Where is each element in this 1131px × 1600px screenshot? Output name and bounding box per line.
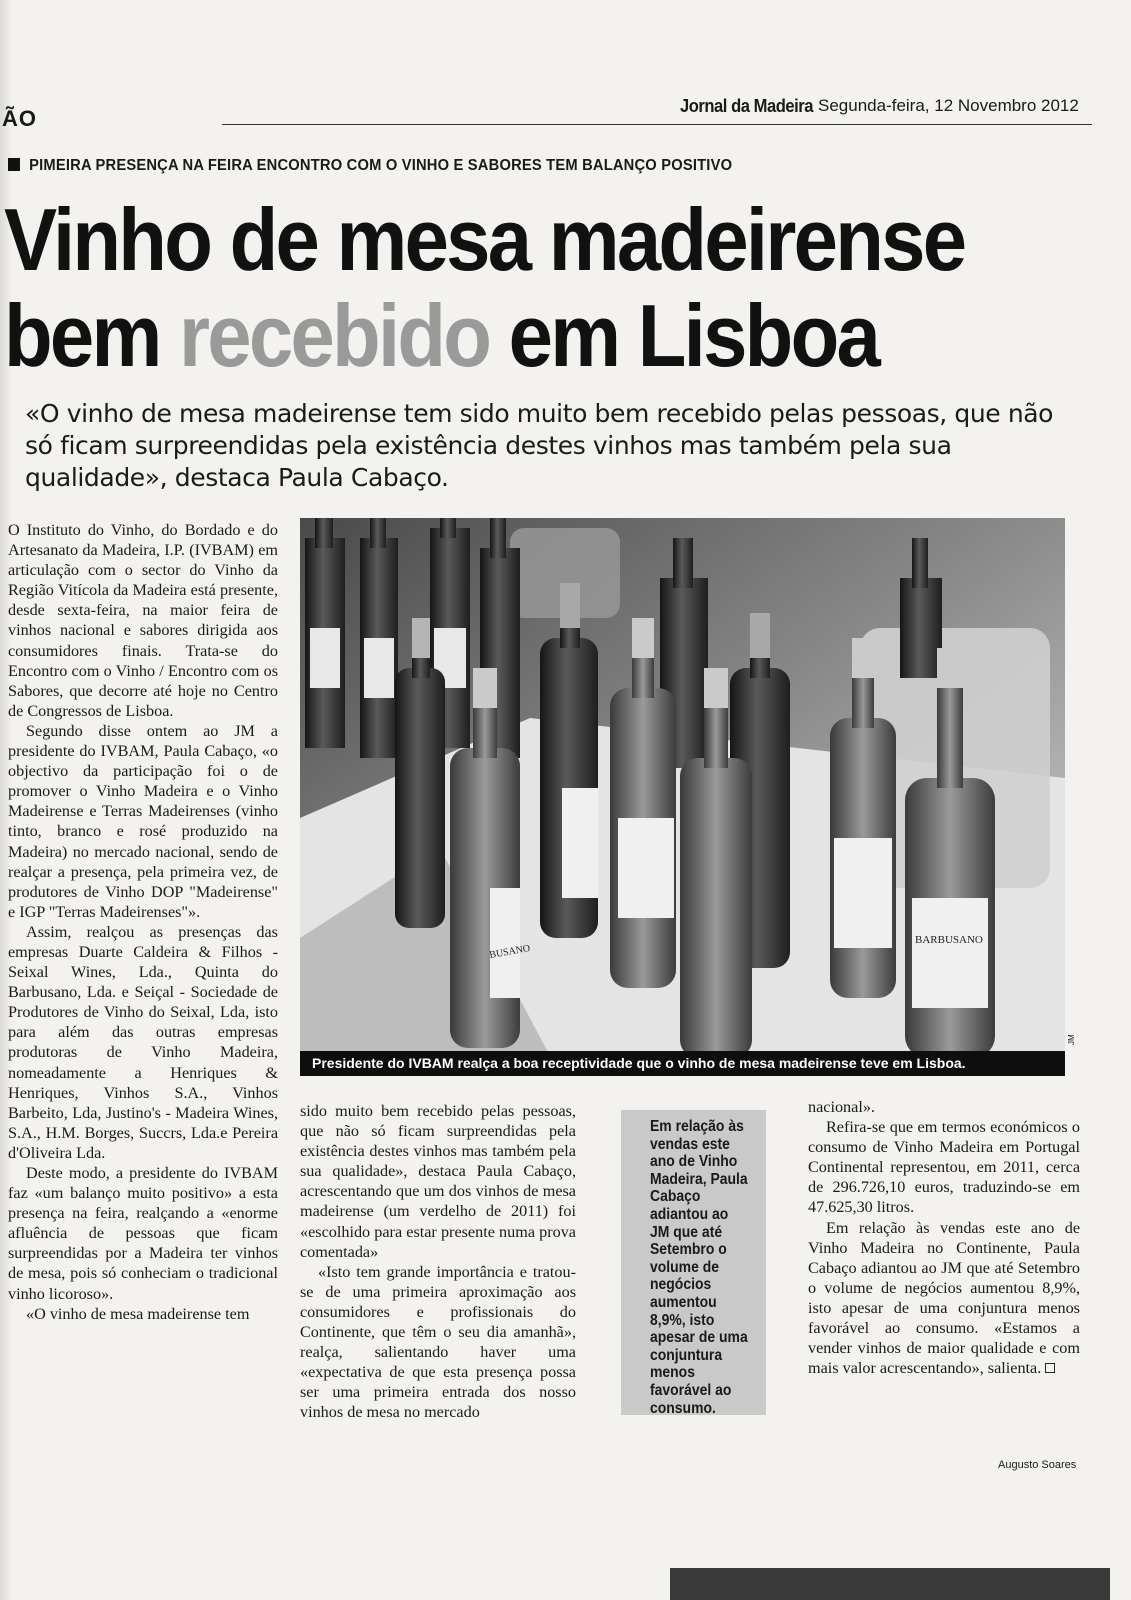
paragraph: Segundo disse ontem ao JM a presidente do IVBAM, Paula Cabaço, «o objectivo da participação foi o de promover o Vinho Madeira e o Vinho Madeirense e Terras Madeirenses (vinho tinto, branco e rosé produzido na Madeira) no mercado nacional, sendo de realçar a presença, pela primeira vez, de produtores de Vinho DOP "Madeirense" e IGP "Terras Madeirenses"». xyxy=(8,721,278,921)
newspaper-name: Jornal da Madeira xyxy=(680,96,813,116)
kicker-text: PIMEIRA PRESENÇA NA FEIRA ENCONTRO COM O VINHO E SABORES TEM BALANÇO POSITIVO xyxy=(29,157,733,174)
author-signature: Augusto Soares xyxy=(998,1459,1077,1471)
end-of-article-icon xyxy=(1045,1363,1055,1373)
headline-part-a: bem xyxy=(4,286,180,385)
paragraph: «Isto tem grande importância e tratou-se de uma primeira aproximação aos consumidores e profissionais do Continente, que têm o seu dia amanhã», realça, salientando haver uma «expectativa de que esta presença possa ser uma primeira entrada dos nosso vinhos de mesa no mercado xyxy=(300,1262,576,1422)
square-bullet-icon xyxy=(8,158,20,171)
paragraph: Refira-se que em termos económicos o consumo de Vinho Madeira em Portugal Continental representou, em 2011, cerca de 296.726,10 euros, traduzindo-se em 47.625,30 litros. xyxy=(808,1118,1080,1217)
headline-line-1: Vinho de mesa madeirense xyxy=(4,190,965,289)
paragraph: Deste modo, a presidente do IVBAM faz «um balanço muito positivo» a esta presença na feira, realçando a «enorme afluência de pessoas que ficam surpreendidas por a Madeira ter vinhos de mesa, pois só conheciam o tradicional vinho licoroso». xyxy=(8,1164,278,1303)
article-column-2 xyxy=(300,1101,576,1423)
paragraph: nacional». xyxy=(808,1098,875,1116)
label-text-right: BARBUSANO xyxy=(915,934,983,946)
paragraph: Assim, realçou as presenças das empresas Duarte Caldeira & Filhos - Seixal Wines, Lda., Quinta do Barbusano, Lda. e Seiçal - Sociedade de Produtores de Vinho do Seixal, Lda, isto para além das outras empresas produtoras de Vinho Madeira, nomeadamente a Henriques & Henriques, Vinhos S.A., Vinhos Barbeito, Lda, Justino's - Madeira Wines, S.A., H.M. Borges, Succrs, Lda.e Pereira d'Oliveira Lda. xyxy=(8,922,278,1162)
headline-part-c: em Lisboa xyxy=(489,286,879,385)
issue-date: Segunda-feira, 12 Novembro 2012 xyxy=(818,96,1079,115)
paragraph: sido muito bem recebido pelas pessoas, que não só ficam surpreendidas pela existência destes vinhos mas também pela sua qualidade», destaca Paula Cabaço, acrescentando que um dos vinhos de mesa madeirense (um verdelho de 2011) foi «escolhido para estar presente numa prova comentada» xyxy=(300,1102,576,1261)
lead-quote: «O vinho de mesa madeirense tem sido muito bem recebido pelas pessoas, que não só ficam surpreendidas pela existência destes vinhos mas também pela sua qualidade», destaca Paula Cabaço. xyxy=(25,399,1054,492)
wine-bottles-illustration xyxy=(300,518,1065,1075)
headline-line-2 xyxy=(4,288,964,384)
headline-part-b: recebido xyxy=(179,286,490,385)
paragraph: «O vinho de mesa madeirense tem xyxy=(26,1304,250,1323)
article-column-3 xyxy=(808,1097,1080,1378)
label-text-left: BUSANO xyxy=(488,942,532,961)
article-photo xyxy=(300,518,1065,1075)
section-tag: ÃO xyxy=(2,106,37,131)
paragraph xyxy=(808,1218,1080,1379)
next-article-strip xyxy=(670,1568,1110,1600)
article-column-1 xyxy=(8,520,278,1324)
kicker xyxy=(8,157,732,175)
paragraph: O Instituto do Vinho, do Bordado e do Artesanato da Madeira, I.P. (IVBAM) em articulação com o sector do Vinho da Região Vitícola da Madeira está presente, desde sexta-feira, na maior feira de vinhos nacional e sabores dirigida aos consumidores finais. Trata-se do Encontro com o Vinho / Encontro com os Sabores, que decorre até hoje no Centro de Congressos de Lisboa. xyxy=(8,521,278,720)
headline xyxy=(4,192,964,384)
header-rule xyxy=(222,124,1092,125)
photo-credit: JM xyxy=(1067,1034,1076,1045)
highlight-text: Em relação às vendas este ano de Vinho Madeira, Paula Cabaço adiantou ao JM que até Setembro o volume de negócios aumentou 8,9%, isto apesar de uma conjuntura menos favorável ao consumo. xyxy=(650,1118,748,1417)
photo-caption: Presidente do IVBAM realça a boa receptividade que o vinho de mesa madeirense teve em Lisboa. xyxy=(300,1051,1065,1076)
paragraph-text: Em relação às vendas este ano de Vinho Madeira no Continente, Paula Cabaço adiantou ao JM que até Setembro o volume de negócios aumentou 8,9%, isto apesar de uma conjuntura menos favorável ao consumo. «Estamos a vender vinhos de maior qualidade e com mais valor acrescentando», salienta. xyxy=(808,1218,1080,1378)
